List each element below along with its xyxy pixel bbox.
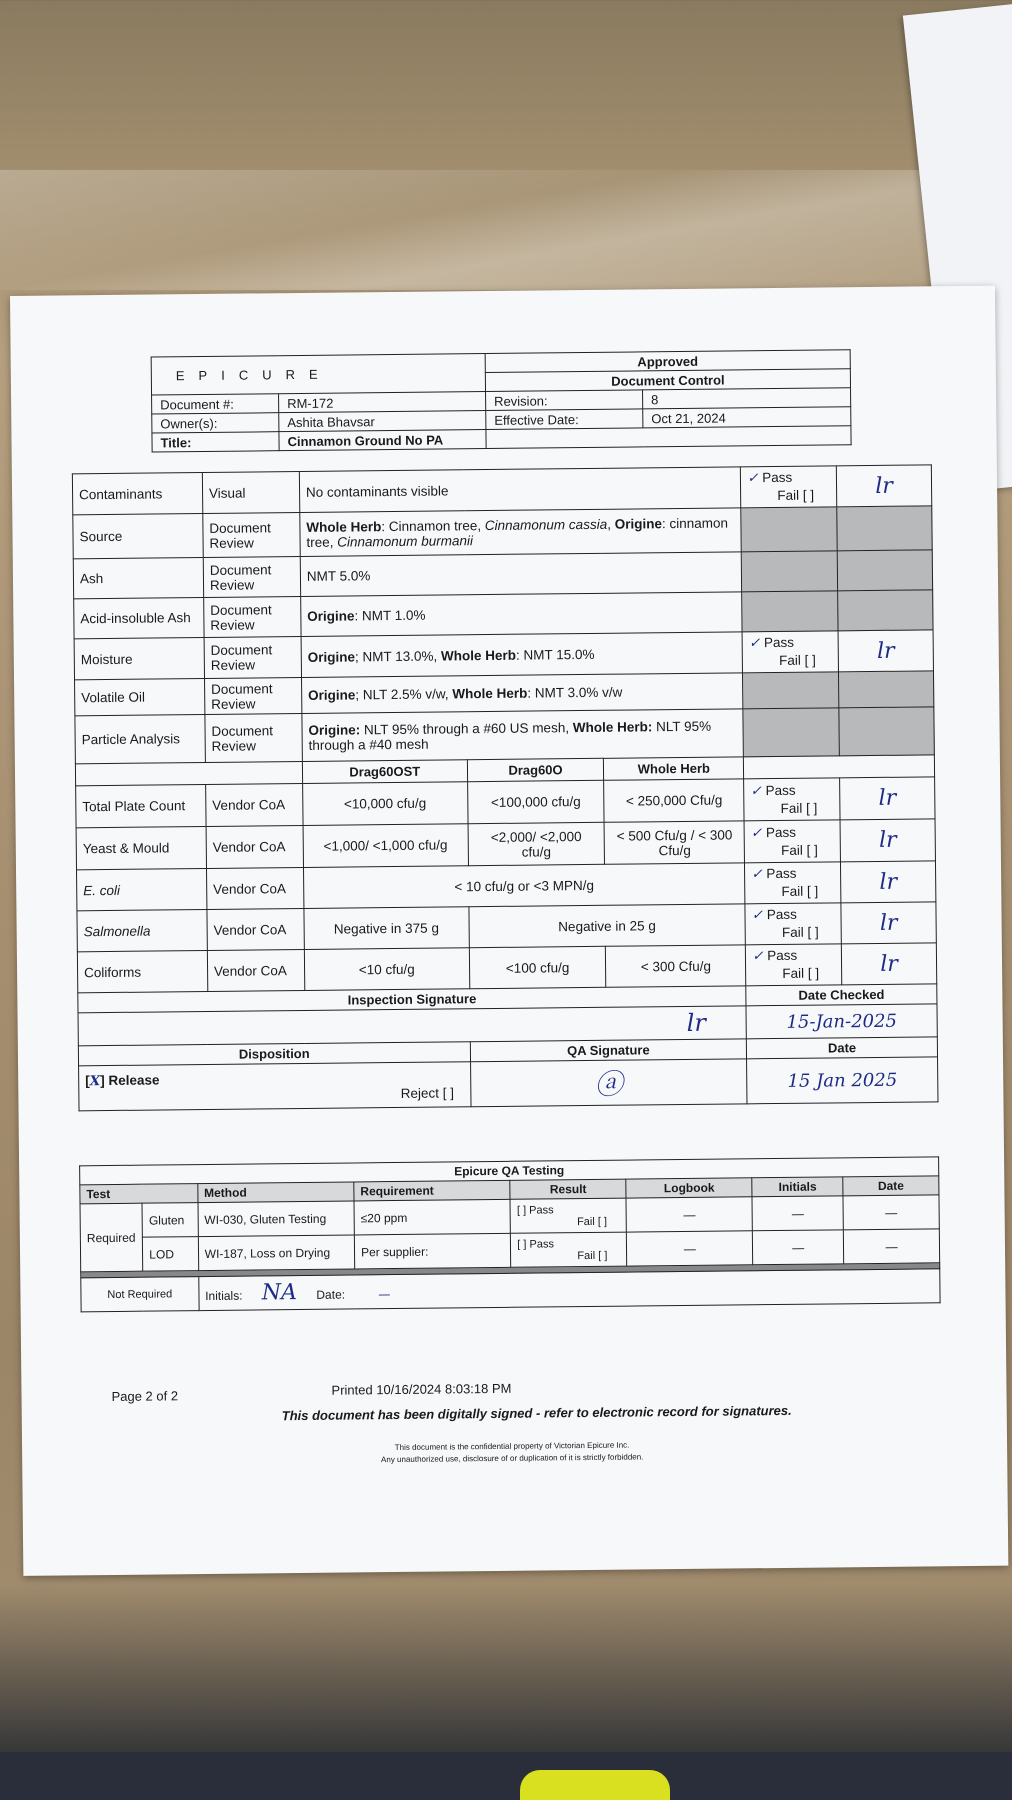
- not-required-fields: Initials: NA Date: —: [198, 1269, 940, 1311]
- printed-timestamp: Printed 10/16/2024 8:03:18 PM: [331, 1380, 512, 1398]
- confidential-note-2: Any unauthorized use, disclosure of or duplication of it is strictly forbidden.: [380, 1452, 644, 1465]
- shaded-cell: [838, 590, 933, 631]
- initials-value: NA: [261, 1280, 298, 1306]
- pass-label: Pass: [766, 906, 797, 923]
- doc-control-label: Document Control: [485, 369, 850, 392]
- test-name: Contaminants: [72, 472, 202, 514]
- drag60o-whole-herb-value: Negative in 25 g: [469, 904, 746, 948]
- all-products-value: < 10 cfu/g or <3 MPN/g: [303, 863, 745, 909]
- test-requirement: Origine: NLT 95% through a #60 US mesh, Whole Herb: NLT 95% through a #40 mesh: [302, 709, 744, 762]
- initials-cell: lr: [841, 943, 936, 985]
- column-header: Drag60OST: [302, 760, 467, 784]
- column-header: Whole Herb: [604, 757, 744, 780]
- initials-cell: —: [752, 1196, 843, 1231]
- column-header: Test: [80, 1184, 198, 1204]
- yellow-object: [520, 1770, 670, 1800]
- test-method: Vendor CoA: [207, 908, 304, 950]
- shaded-cell: [839, 707, 934, 756]
- qa-result-box: [ ] Pass Fail [ ]: [511, 1232, 627, 1267]
- drag60o-value: <2,000/ <2,000 cfu/g: [468, 822, 605, 865]
- test-name: Yeast & Mould: [76, 826, 206, 869]
- pass-label: Pass: [762, 469, 793, 486]
- spec-table: [72, 464, 939, 1111]
- pass-label: Pass: [763, 634, 795, 651]
- pass-label: Pass: [767, 947, 798, 964]
- date-value: —: [378, 1287, 391, 1302]
- signed-note: This document has been digitally signed - refer to electronic record for signatures.: [281, 1402, 792, 1424]
- shaded-cell: [742, 591, 838, 632]
- fail-label: Fail [ ]: [778, 652, 816, 668]
- drag60ost-value: Negative in 375 g: [304, 907, 469, 950]
- test-requirement: Origine: NMT 1.0%: [301, 592, 743, 637]
- inspection-signature: lr: [78, 1006, 747, 1046]
- test-requirement: Whole Herb: Cinnamon tree, Cinnamonum cassia, Origine: cinnamon tree, Cinnamonum burmanii: [300, 508, 742, 557]
- pass-label: Pass: [766, 865, 797, 882]
- drag60ost-value: <1,000/ <1,000 cfu/g: [303, 824, 468, 868]
- initials-cell: lr: [841, 902, 936, 944]
- approved-label: Approved: [485, 350, 850, 373]
- test-requirement: NMT 5.0%: [300, 552, 742, 597]
- shaded-cell: [741, 551, 837, 592]
- epicure-logo: EPICURE: [151, 354, 485, 395]
- fail-label: Fail [ ]: [782, 965, 820, 981]
- whole-herb-value: < 250,000 Cfu/g: [604, 779, 744, 822]
- drag60o-value: <100 cfu/g: [469, 946, 606, 988]
- shaded-cell: [743, 708, 839, 757]
- revision-value: 8: [643, 388, 851, 409]
- column-header: Result: [510, 1179, 626, 1199]
- date-label: Date: [747, 1037, 938, 1059]
- test-method: Vendor CoA: [207, 949, 304, 991]
- date-checked-label: Date Checked: [746, 984, 937, 1006]
- shaded-cell: [743, 672, 839, 709]
- column-header: Initials: [752, 1177, 843, 1197]
- footer: [111, 1377, 912, 1469]
- test-requirement: Origine; NLT 2.5% v/w, Whole Herb: NMT 3.0% v/w: [301, 673, 743, 714]
- logbook-cell: —: [627, 1231, 753, 1266]
- header-blank: [486, 426, 851, 449]
- drag60ost-value: <10 cfu/g: [304, 948, 469, 991]
- drag60ost-value: <10,000 cfu/g: [302, 782, 467, 826]
- pass-fail-box: [741, 466, 837, 508]
- shaded-cell: [837, 506, 932, 551]
- initials-cell: lr: [840, 777, 935, 820]
- column-header: Drag60O: [467, 758, 604, 781]
- test-method: Vendor CoA: [206, 825, 303, 868]
- date-checked-value: 15-Jan-2025: [746, 1004, 937, 1039]
- fail-label: Fail [ ]: [781, 883, 819, 899]
- test-method: Document Review: [203, 556, 300, 597]
- pass-fail-box: [744, 778, 840, 821]
- release-checkbox: [X]: [85, 1072, 105, 1089]
- test-name: Salmonella: [77, 909, 207, 951]
- test-name: Acid-insoluble Ash: [74, 597, 204, 638]
- fail-label: Fail [ ]: [781, 924, 819, 940]
- pass-checkmark: ✓: [752, 948, 764, 965]
- pass-fail-box: [745, 862, 841, 904]
- pass-label: Pass: [765, 824, 797, 840]
- not-required-label: Not Required: [81, 1277, 199, 1312]
- qa-date-value: 15 Jan 2025: [747, 1057, 938, 1104]
- column-header: Date: [843, 1176, 939, 1196]
- test-method: Document Review: [205, 713, 302, 762]
- initials-cell: lr: [838, 630, 933, 672]
- pass-checkmark: ✓: [750, 782, 762, 799]
- fail-label: Fail [ ]: [777, 487, 815, 503]
- date-cell: —: [843, 1229, 939, 1264]
- qa-testing-title: Epicure QA Testing: [80, 1157, 939, 1185]
- qa-testing-table: [79, 1156, 940, 1312]
- disposition-row: [79, 1057, 938, 1111]
- pass-fail-box: [745, 903, 841, 945]
- owner-label: Owner(s):: [152, 413, 279, 433]
- page-number: Page 2 of 2: [111, 1388, 179, 1404]
- pass-checkmark: ✓: [747, 470, 759, 487]
- title-value: Cinnamon Ground No PA: [279, 430, 486, 451]
- qa-test-requirement: Per supplier:: [354, 1233, 511, 1269]
- doc-number-label: Document #:: [152, 394, 279, 414]
- document-header: [151, 349, 852, 452]
- qa-test-name: Gluten: [142, 1203, 198, 1238]
- test-method: Vendor CoA: [206, 783, 303, 826]
- title-label: Title:: [152, 432, 279, 452]
- doc-number-value: RM-172: [279, 392, 486, 413]
- pass-label: Pass: [765, 782, 796, 798]
- pass-fail-box: [746, 944, 842, 986]
- plastic-wrap: [0, 170, 1012, 290]
- date-cell: —: [843, 1195, 939, 1230]
- test-name: E. coli: [77, 868, 207, 910]
- test-name: Source: [73, 513, 203, 558]
- qa-result-box: [ ] Pass Fail [ ]: [510, 1198, 626, 1233]
- pass-fail-box: [742, 631, 838, 673]
- test-method: Visual: [202, 471, 299, 513]
- drag60o-value: <100,000 cfu/g: [467, 780, 604, 823]
- owner-value: Ashita Bhavsar: [279, 411, 486, 432]
- initials-cell: lr: [841, 861, 936, 903]
- effective-date-label: Effective Date:: [486, 409, 643, 430]
- qa-signature-label: QA Signature: [470, 1039, 747, 1062]
- pass-checkmark: ✓: [750, 824, 763, 841]
- pass-checkmark: ✓: [751, 866, 763, 883]
- blank-cell: [744, 755, 935, 779]
- pass-checkmark: ✓: [748, 635, 761, 652]
- column-header: Logbook: [626, 1178, 752, 1198]
- initials-cell: lr: [836, 465, 931, 507]
- disposition-options: [79, 1062, 471, 1111]
- test-name: Coliforms: [77, 950, 207, 992]
- confidential-note-1: This document is the confidential property of Victorian Epicure Inc.: [394, 1440, 630, 1453]
- inspection-signature-label: Inspection Signature: [78, 986, 746, 1013]
- test-name: Volatile Oil: [75, 678, 205, 715]
- shaded-cell: [837, 550, 932, 591]
- revision-label: Revision:: [486, 390, 643, 411]
- pass-fail-box: [744, 820, 840, 863]
- test-name: Particle Analysis: [75, 714, 205, 763]
- test-name: Moisture: [74, 637, 204, 679]
- disposition-label: Disposition: [78, 1042, 470, 1066]
- effective-date-value: Oct 21, 2024: [643, 407, 851, 428]
- blank-cell: [75, 761, 302, 785]
- test-requirement: No contaminants visible: [299, 467, 741, 513]
- initials-cell: —: [753, 1230, 844, 1265]
- test-method: Document Review: [204, 636, 301, 678]
- logbook-cell: —: [626, 1197, 752, 1232]
- qa-test-method: WI-030, Gluten Testing: [198, 1201, 355, 1237]
- fail-label: Fail [ ]: [780, 800, 818, 816]
- qa-test-name: LOD: [143, 1237, 199, 1272]
- test-method: Document Review: [204, 677, 301, 714]
- pass-checkmark: ✓: [751, 907, 764, 924]
- qa-test-requirement: ≤20 ppm: [354, 1199, 511, 1235]
- shaded-cell: [741, 507, 837, 552]
- column-header: Requirement: [354, 1180, 511, 1201]
- column-header: Method: [197, 1182, 354, 1203]
- test-requirement: Origine; NMT 13.0%, Whole Herb: NMT 15.0%: [301, 632, 743, 678]
- test-method: Document Review: [204, 596, 301, 637]
- fail-label: Fail [ ]: [780, 842, 818, 858]
- test-method: Document Review: [203, 512, 300, 557]
- test-name: Ash: [73, 557, 203, 598]
- test-name: Total Plate Count: [76, 784, 206, 827]
- required-label: Required: [80, 1203, 143, 1272]
- document-page: [10, 286, 1008, 1576]
- release-label: Release: [108, 1071, 160, 1088]
- whole-herb-value: < 300 Cfu/g: [606, 945, 746, 987]
- qa-test-method: WI-187, Loss on Drying: [198, 1235, 355, 1271]
- floor: [0, 1752, 1012, 1800]
- shaded-cell: [839, 671, 934, 708]
- reject-label: Reject [ ]: [400, 1084, 455, 1101]
- test-method: Vendor CoA: [206, 867, 303, 909]
- whole-herb-value: < 500 Cfu/g / < 300 Cfu/g: [604, 821, 744, 864]
- initials-cell: lr: [840, 819, 935, 862]
- qa-signature: ⓐ: [470, 1059, 747, 1107]
